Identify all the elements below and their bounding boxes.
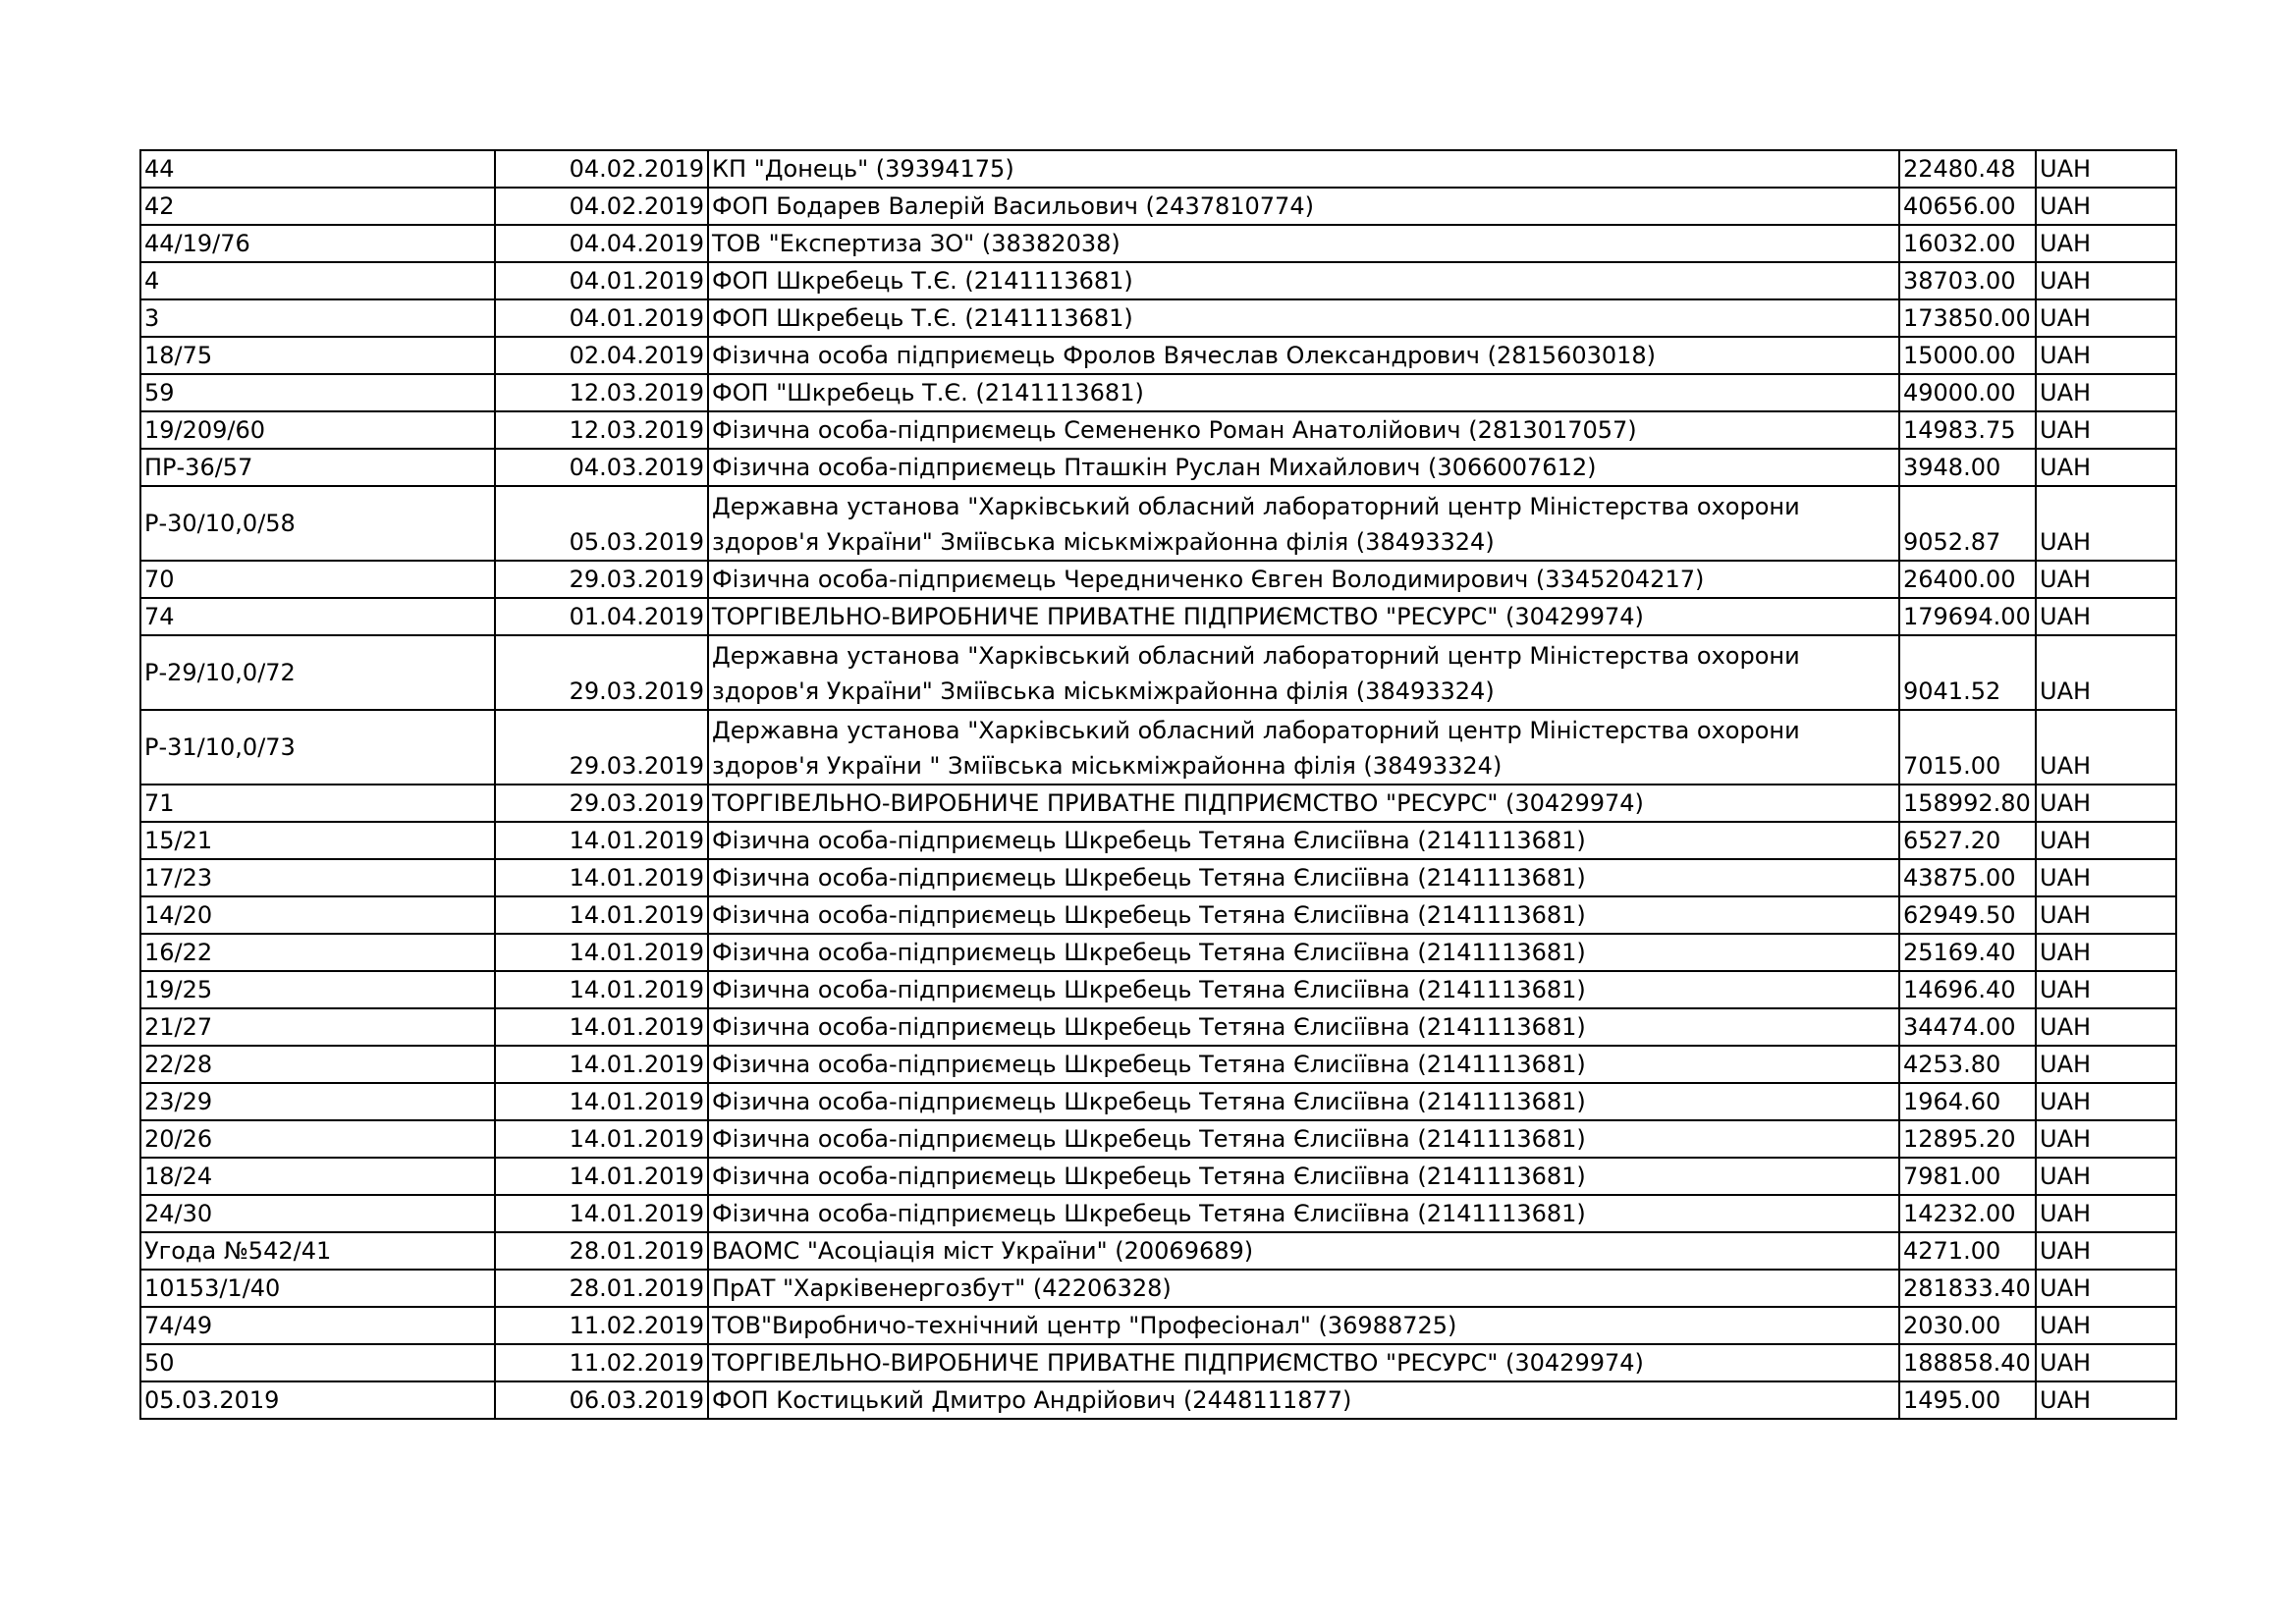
counterparty-cell <box>708 299 1899 337</box>
counterparty-cell <box>708 150 1899 188</box>
table-row <box>140 1195 2176 1232</box>
table-row <box>140 1270 2176 1307</box>
contract-date-cell: 12.03.2019 <box>495 374 708 411</box>
currency-cell: UAH <box>2036 635 2176 710</box>
amount-cell: 7015.00 <box>1899 710 2036 785</box>
contract-date-cell: 04.02.2019 <box>495 188 708 225</box>
amount-cell: 38703.00 <box>1899 262 2036 299</box>
contract-date-cell: 14.01.2019 <box>495 1046 708 1083</box>
counterparty-line: здоров'я України " Зміївська міськміжрайонна філія (38493324) <box>712 752 1503 780</box>
counterparty-cell <box>708 486 1899 561</box>
contract-date-cell: 29.03.2019 <box>495 710 708 785</box>
currency-cell: UAH <box>2036 598 2176 635</box>
counterparty-cell <box>708 896 1899 934</box>
currency-cell: UAH <box>2036 1195 2176 1232</box>
currency-cell: UAH <box>2036 299 2176 337</box>
counterparty-line: Фізична особа-підприємець Семененко Роман Анатолійович (2813017057) <box>712 416 1637 444</box>
contract-number-cell: Р-29/10,0/72 <box>140 635 495 710</box>
contract-number-cell: 19/25 <box>140 971 495 1008</box>
counterparty-cell <box>708 449 1899 486</box>
contract-number-cell: 70 <box>140 561 495 598</box>
counterparty-cell <box>708 1381 1899 1419</box>
amount-cell: 34474.00 <box>1899 1008 2036 1046</box>
counterparty-cell <box>708 1083 1899 1120</box>
amount-cell: 6527.20 <box>1899 822 2036 859</box>
counterparty-line: ФОП Шкребець Т.Є. (2141113681) <box>712 267 1133 295</box>
currency-cell: UAH <box>2036 1008 2176 1046</box>
table-row <box>140 598 2176 635</box>
counterparty-line: КП "Донець" (39394175) <box>712 155 1014 183</box>
table-row <box>140 374 2176 411</box>
contract-date-cell: 28.01.2019 <box>495 1232 708 1270</box>
counterparty-line: Фізична особа-підприємець Шкребець Тетяна Єлисіївна (2141113681) <box>712 1200 1586 1227</box>
contract-date-cell: 14.01.2019 <box>495 1008 708 1046</box>
contract-date-cell: 11.02.2019 <box>495 1344 708 1381</box>
table-row <box>140 561 2176 598</box>
table-row <box>140 1120 2176 1158</box>
counterparty-cell <box>708 635 1899 710</box>
contract-number-cell: ПР-36/57 <box>140 449 495 486</box>
contract-date-cell: 02.04.2019 <box>495 337 708 374</box>
counterparty-cell <box>708 710 1899 785</box>
contract-date-cell: 14.01.2019 <box>495 934 708 971</box>
contract-number-cell: 18/24 <box>140 1158 495 1195</box>
contract-date-cell: 04.02.2019 <box>495 150 708 188</box>
amount-cell: 49000.00 <box>1899 374 2036 411</box>
counterparty-line: Фізична особа-підприємець Шкребець Тетяна Єлисіївна (2141113681) <box>712 1013 1586 1041</box>
table-row <box>140 1158 2176 1195</box>
currency-cell: UAH <box>2036 374 2176 411</box>
amount-cell: 15000.00 <box>1899 337 2036 374</box>
contract-number-cell: 18/75 <box>140 337 495 374</box>
counterparty-line: Державна установа "Харківський обласний лабораторний центр Міністерства охорони <box>712 717 1800 744</box>
contract-number-cell: 23/29 <box>140 1083 495 1120</box>
counterparty-line: ФОП Шкребець Т.Є. (2141113681) <box>712 304 1133 332</box>
counterparty-cell <box>708 598 1899 635</box>
contract-number-cell: 21/27 <box>140 1008 495 1046</box>
table-row <box>140 1232 2176 1270</box>
counterparty-line: ФОП Бодарев Валерій Васильович (2437810774) <box>712 192 1314 220</box>
amount-cell: 16032.00 <box>1899 225 2036 262</box>
currency-cell: UAH <box>2036 1158 2176 1195</box>
table-row <box>140 710 2176 785</box>
amount-cell: 9052.87 <box>1899 486 2036 561</box>
contract-date-cell: 29.03.2019 <box>495 561 708 598</box>
contract-number-cell: 24/30 <box>140 1195 495 1232</box>
counterparty-cell <box>708 188 1899 225</box>
contract-date-cell: 12.03.2019 <box>495 411 708 449</box>
counterparty-line: ФОП Костицький Дмитро Андрійович (2448111877) <box>712 1386 1352 1414</box>
currency-cell: UAH <box>2036 1232 2176 1270</box>
contract-date-cell: 05.03.2019 <box>495 486 708 561</box>
contract-number-cell: 74/49 <box>140 1307 495 1344</box>
counterparty-cell <box>708 1008 1899 1046</box>
contract-date-cell: 14.01.2019 <box>495 1158 708 1195</box>
currency-cell: UAH <box>2036 561 2176 598</box>
table-row <box>140 635 2176 710</box>
amount-cell: 173850.00 <box>1899 299 2036 337</box>
contracts-table-body <box>140 150 2176 1419</box>
contract-number-cell: 20/26 <box>140 1120 495 1158</box>
amount-cell: 62949.50 <box>1899 896 2036 934</box>
currency-cell: UAH <box>2036 710 2176 785</box>
currency-cell: UAH <box>2036 1046 2176 1083</box>
counterparty-line: здоров'я України" Зміївська міськміжрайонна філія (38493324) <box>712 677 1495 705</box>
table-row <box>140 1307 2176 1344</box>
counterparty-cell <box>708 822 1899 859</box>
currency-cell: UAH <box>2036 971 2176 1008</box>
counterparty-cell <box>708 1270 1899 1307</box>
contract-date-cell: 14.01.2019 <box>495 859 708 896</box>
amount-cell: 281833.40 <box>1899 1270 2036 1307</box>
currency-cell: UAH <box>2036 785 2176 822</box>
contracts-table <box>139 149 2177 1420</box>
contract-date-cell: 04.01.2019 <box>495 299 708 337</box>
currency-cell: UAH <box>2036 896 2176 934</box>
currency-cell: UAH <box>2036 188 2176 225</box>
counterparty-line: ТОВ "Експертиза ЗО" (38382038) <box>712 230 1121 257</box>
currency-cell: UAH <box>2036 411 2176 449</box>
amount-cell: 12895.20 <box>1899 1120 2036 1158</box>
currency-cell: UAH <box>2036 1344 2176 1381</box>
currency-cell: UAH <box>2036 225 2176 262</box>
counterparty-cell <box>708 561 1899 598</box>
counterparty-cell <box>708 1046 1899 1083</box>
contract-date-cell: 14.01.2019 <box>495 1195 708 1232</box>
currency-cell: UAH <box>2036 1083 2176 1120</box>
contract-date-cell: 04.01.2019 <box>495 262 708 299</box>
amount-cell: 9041.52 <box>1899 635 2036 710</box>
counterparty-line: Фізична особа-підприємець Шкребець Тетяна Єлисіївна (2141113681) <box>712 1088 1586 1115</box>
table-row <box>140 971 2176 1008</box>
amount-cell: 26400.00 <box>1899 561 2036 598</box>
contract-date-cell: 14.01.2019 <box>495 1120 708 1158</box>
table-row <box>140 1008 2176 1046</box>
table-row <box>140 262 2176 299</box>
contract-number-cell: Угода №542/41 <box>140 1232 495 1270</box>
table-row <box>140 150 2176 188</box>
amount-cell: 2030.00 <box>1899 1307 2036 1344</box>
counterparty-cell <box>708 1344 1899 1381</box>
amount-cell: 7981.00 <box>1899 1158 2036 1195</box>
counterparty-cell <box>708 1307 1899 1344</box>
currency-cell: UAH <box>2036 150 2176 188</box>
contract-number-cell: Р-30/10,0/58 <box>140 486 495 561</box>
contract-number-cell: 19/209/60 <box>140 411 495 449</box>
table-row <box>140 1083 2176 1120</box>
counterparty-cell <box>708 225 1899 262</box>
contract-number-cell: 15/21 <box>140 822 495 859</box>
counterparty-line: Фізична особа-підприємець Шкребець Тетяна Єлисіївна (2141113681) <box>712 976 1586 1003</box>
contract-number-cell: 59 <box>140 374 495 411</box>
counterparty-line: ТОРГІВЕЛЬНО-ВИРОБНИЧЕ ПРИВАТНЕ ПІДПРИЄМСТВО "РЕСУРС" (30429974) <box>712 789 1644 817</box>
counterparty-cell <box>708 971 1899 1008</box>
counterparty-line: ТОВ"Виробничо-технічний центр "Професіонал" (36988725) <box>712 1312 1457 1339</box>
counterparty-line: ПрАТ "Харківенергозбут" (42206328) <box>712 1274 1172 1302</box>
contract-number-cell: 16/22 <box>140 934 495 971</box>
currency-cell: UAH <box>2036 337 2176 374</box>
contract-number-cell: 44 <box>140 150 495 188</box>
contract-number-cell: 10153/1/40 <box>140 1270 495 1307</box>
table-row <box>140 299 2176 337</box>
table-row <box>140 225 2176 262</box>
table-row <box>140 337 2176 374</box>
currency-cell: UAH <box>2036 859 2176 896</box>
amount-cell: 179694.00 <box>1899 598 2036 635</box>
contract-date-cell: 06.03.2019 <box>495 1381 708 1419</box>
table-row <box>140 411 2176 449</box>
counterparty-cell <box>708 374 1899 411</box>
contract-number-cell: 3 <box>140 299 495 337</box>
contract-date-cell: 14.01.2019 <box>495 896 708 934</box>
contract-number-cell: 4 <box>140 262 495 299</box>
currency-cell: UAH <box>2036 262 2176 299</box>
contract-date-cell: 04.04.2019 <box>495 225 708 262</box>
table-row <box>140 934 2176 971</box>
counterparty-line: Фізична особа-підприємець Шкребець Тетяна Єлисіївна (2141113681) <box>712 1125 1586 1153</box>
amount-cell: 188858.40 <box>1899 1344 2036 1381</box>
contract-date-cell: 14.01.2019 <box>495 1083 708 1120</box>
amount-cell: 14983.75 <box>1899 411 2036 449</box>
table-row <box>140 449 2176 486</box>
counterparty-line: ТОРГІВЕЛЬНО-ВИРОБНИЧЕ ПРИВАТНЕ ПІДПРИЄМСТВО "РЕСУРС" (30429974) <box>712 1349 1644 1377</box>
amount-cell: 158992.80 <box>1899 785 2036 822</box>
counterparty-line: ТОРГІВЕЛЬНО-ВИРОБНИЧЕ ПРИВАТНЕ ПІДПРИЄМСТВО "РЕСУРС" (30429974) <box>712 603 1644 630</box>
table-row <box>140 896 2176 934</box>
contract-number-cell: 42 <box>140 188 495 225</box>
amount-cell: 4253.80 <box>1899 1046 2036 1083</box>
counterparty-cell <box>708 1195 1899 1232</box>
contract-date-cell: 28.01.2019 <box>495 1270 708 1307</box>
table-row <box>140 188 2176 225</box>
amount-cell: 14232.00 <box>1899 1195 2036 1232</box>
amount-cell: 1964.60 <box>1899 1083 2036 1120</box>
counterparty-line: здоров'я України" Зміївська міськміжрайонна філія (38493324) <box>712 528 1495 556</box>
counterparty-cell <box>708 337 1899 374</box>
counterparty-line: Фізична особа-підприємець Шкребець Тетяна Єлисіївна (2141113681) <box>712 939 1586 966</box>
contract-number-cell: 74 <box>140 598 495 635</box>
counterparty-line: Фізична особа-підприємець Шкребець Тетяна Єлисіївна (2141113681) <box>712 901 1586 929</box>
contract-number-cell: Р-31/10,0/73 <box>140 710 495 785</box>
contract-number-cell: 50 <box>140 1344 495 1381</box>
currency-cell: UAH <box>2036 1120 2176 1158</box>
currency-cell: UAH <box>2036 934 2176 971</box>
amount-cell: 3948.00 <box>1899 449 2036 486</box>
contract-date-cell: 29.03.2019 <box>495 785 708 822</box>
currency-cell: UAH <box>2036 486 2176 561</box>
contract-date-cell: 29.03.2019 <box>495 635 708 710</box>
contract-date-cell: 01.04.2019 <box>495 598 708 635</box>
counterparty-line: Фізична особа-підприємець Шкребець Тетяна Єлисіївна (2141113681) <box>712 864 1586 892</box>
table-row <box>140 486 2176 561</box>
contract-number-cell: 05.03.2019 <box>140 1381 495 1419</box>
contract-number-cell: 44/19/76 <box>140 225 495 262</box>
counterparty-line: Фізична особа-підприємець Шкребець Тетяна Єлисіївна (2141113681) <box>712 827 1586 854</box>
counterparty-line: Фізична особа-підприємець Шкребець Тетяна Єлисіївна (2141113681) <box>712 1051 1586 1078</box>
counterparty-line: Фізична особа-підприємець Шкребець Тетяна Єлисіївна (2141113681) <box>712 1163 1586 1190</box>
counterparty-cell <box>708 859 1899 896</box>
currency-cell: UAH <box>2036 449 2176 486</box>
table-row <box>140 1046 2176 1083</box>
counterparty-line: ВАОМС "Асоціація міст України" (20069689) <box>712 1237 1254 1265</box>
counterparty-cell <box>708 785 1899 822</box>
contract-date-cell: 04.03.2019 <box>495 449 708 486</box>
counterparty-cell <box>708 934 1899 971</box>
table-row <box>140 1381 2176 1419</box>
counterparty-line: Фізична особа-підприємець Чередниченко Євген Володимирович (3345204217) <box>712 566 1705 593</box>
counterparty-cell <box>708 1120 1899 1158</box>
contract-date-cell: 11.02.2019 <box>495 1307 708 1344</box>
contract-number-cell: 22/28 <box>140 1046 495 1083</box>
currency-cell: UAH <box>2036 822 2176 859</box>
currency-cell: UAH <box>2036 1381 2176 1419</box>
contract-date-cell: 14.01.2019 <box>495 822 708 859</box>
counterparty-line: ФОП "Шкребець Т.Є. (2141113681) <box>712 379 1144 406</box>
contract-date-cell: 14.01.2019 <box>495 971 708 1008</box>
counterparty-line: Державна установа "Харківський обласний лабораторний центр Міністерства охорони <box>712 642 1800 670</box>
counterparty-cell <box>708 1158 1899 1195</box>
amount-cell: 22480.48 <box>1899 150 2036 188</box>
table-row <box>140 822 2176 859</box>
amount-cell: 1495.00 <box>1899 1381 2036 1419</box>
counterparty-line: Державна установа "Харківський обласний лабораторний центр Міністерства охорони <box>712 493 1800 520</box>
contract-number-cell: 71 <box>140 785 495 822</box>
counterparty-line: Фізична особа-підприємець Пташкін Руслан Михайлович (3066007612) <box>712 454 1597 481</box>
table-row <box>140 1344 2176 1381</box>
counterparty-line: Фізична особа підприємець Фролов Вячеслав Олександрович (2815603018) <box>712 342 1657 369</box>
table-row <box>140 785 2176 822</box>
currency-cell: UAH <box>2036 1270 2176 1307</box>
amount-cell: 25169.40 <box>1899 934 2036 971</box>
counterparty-cell <box>708 262 1899 299</box>
contract-number-cell: 17/23 <box>140 859 495 896</box>
amount-cell: 14696.40 <box>1899 971 2036 1008</box>
currency-cell: UAH <box>2036 1307 2176 1344</box>
table-row <box>140 859 2176 896</box>
amount-cell: 43875.00 <box>1899 859 2036 896</box>
counterparty-cell <box>708 1232 1899 1270</box>
amount-cell: 40656.00 <box>1899 188 2036 225</box>
counterparty-cell <box>708 411 1899 449</box>
amount-cell: 4271.00 <box>1899 1232 2036 1270</box>
contract-number-cell: 14/20 <box>140 896 495 934</box>
